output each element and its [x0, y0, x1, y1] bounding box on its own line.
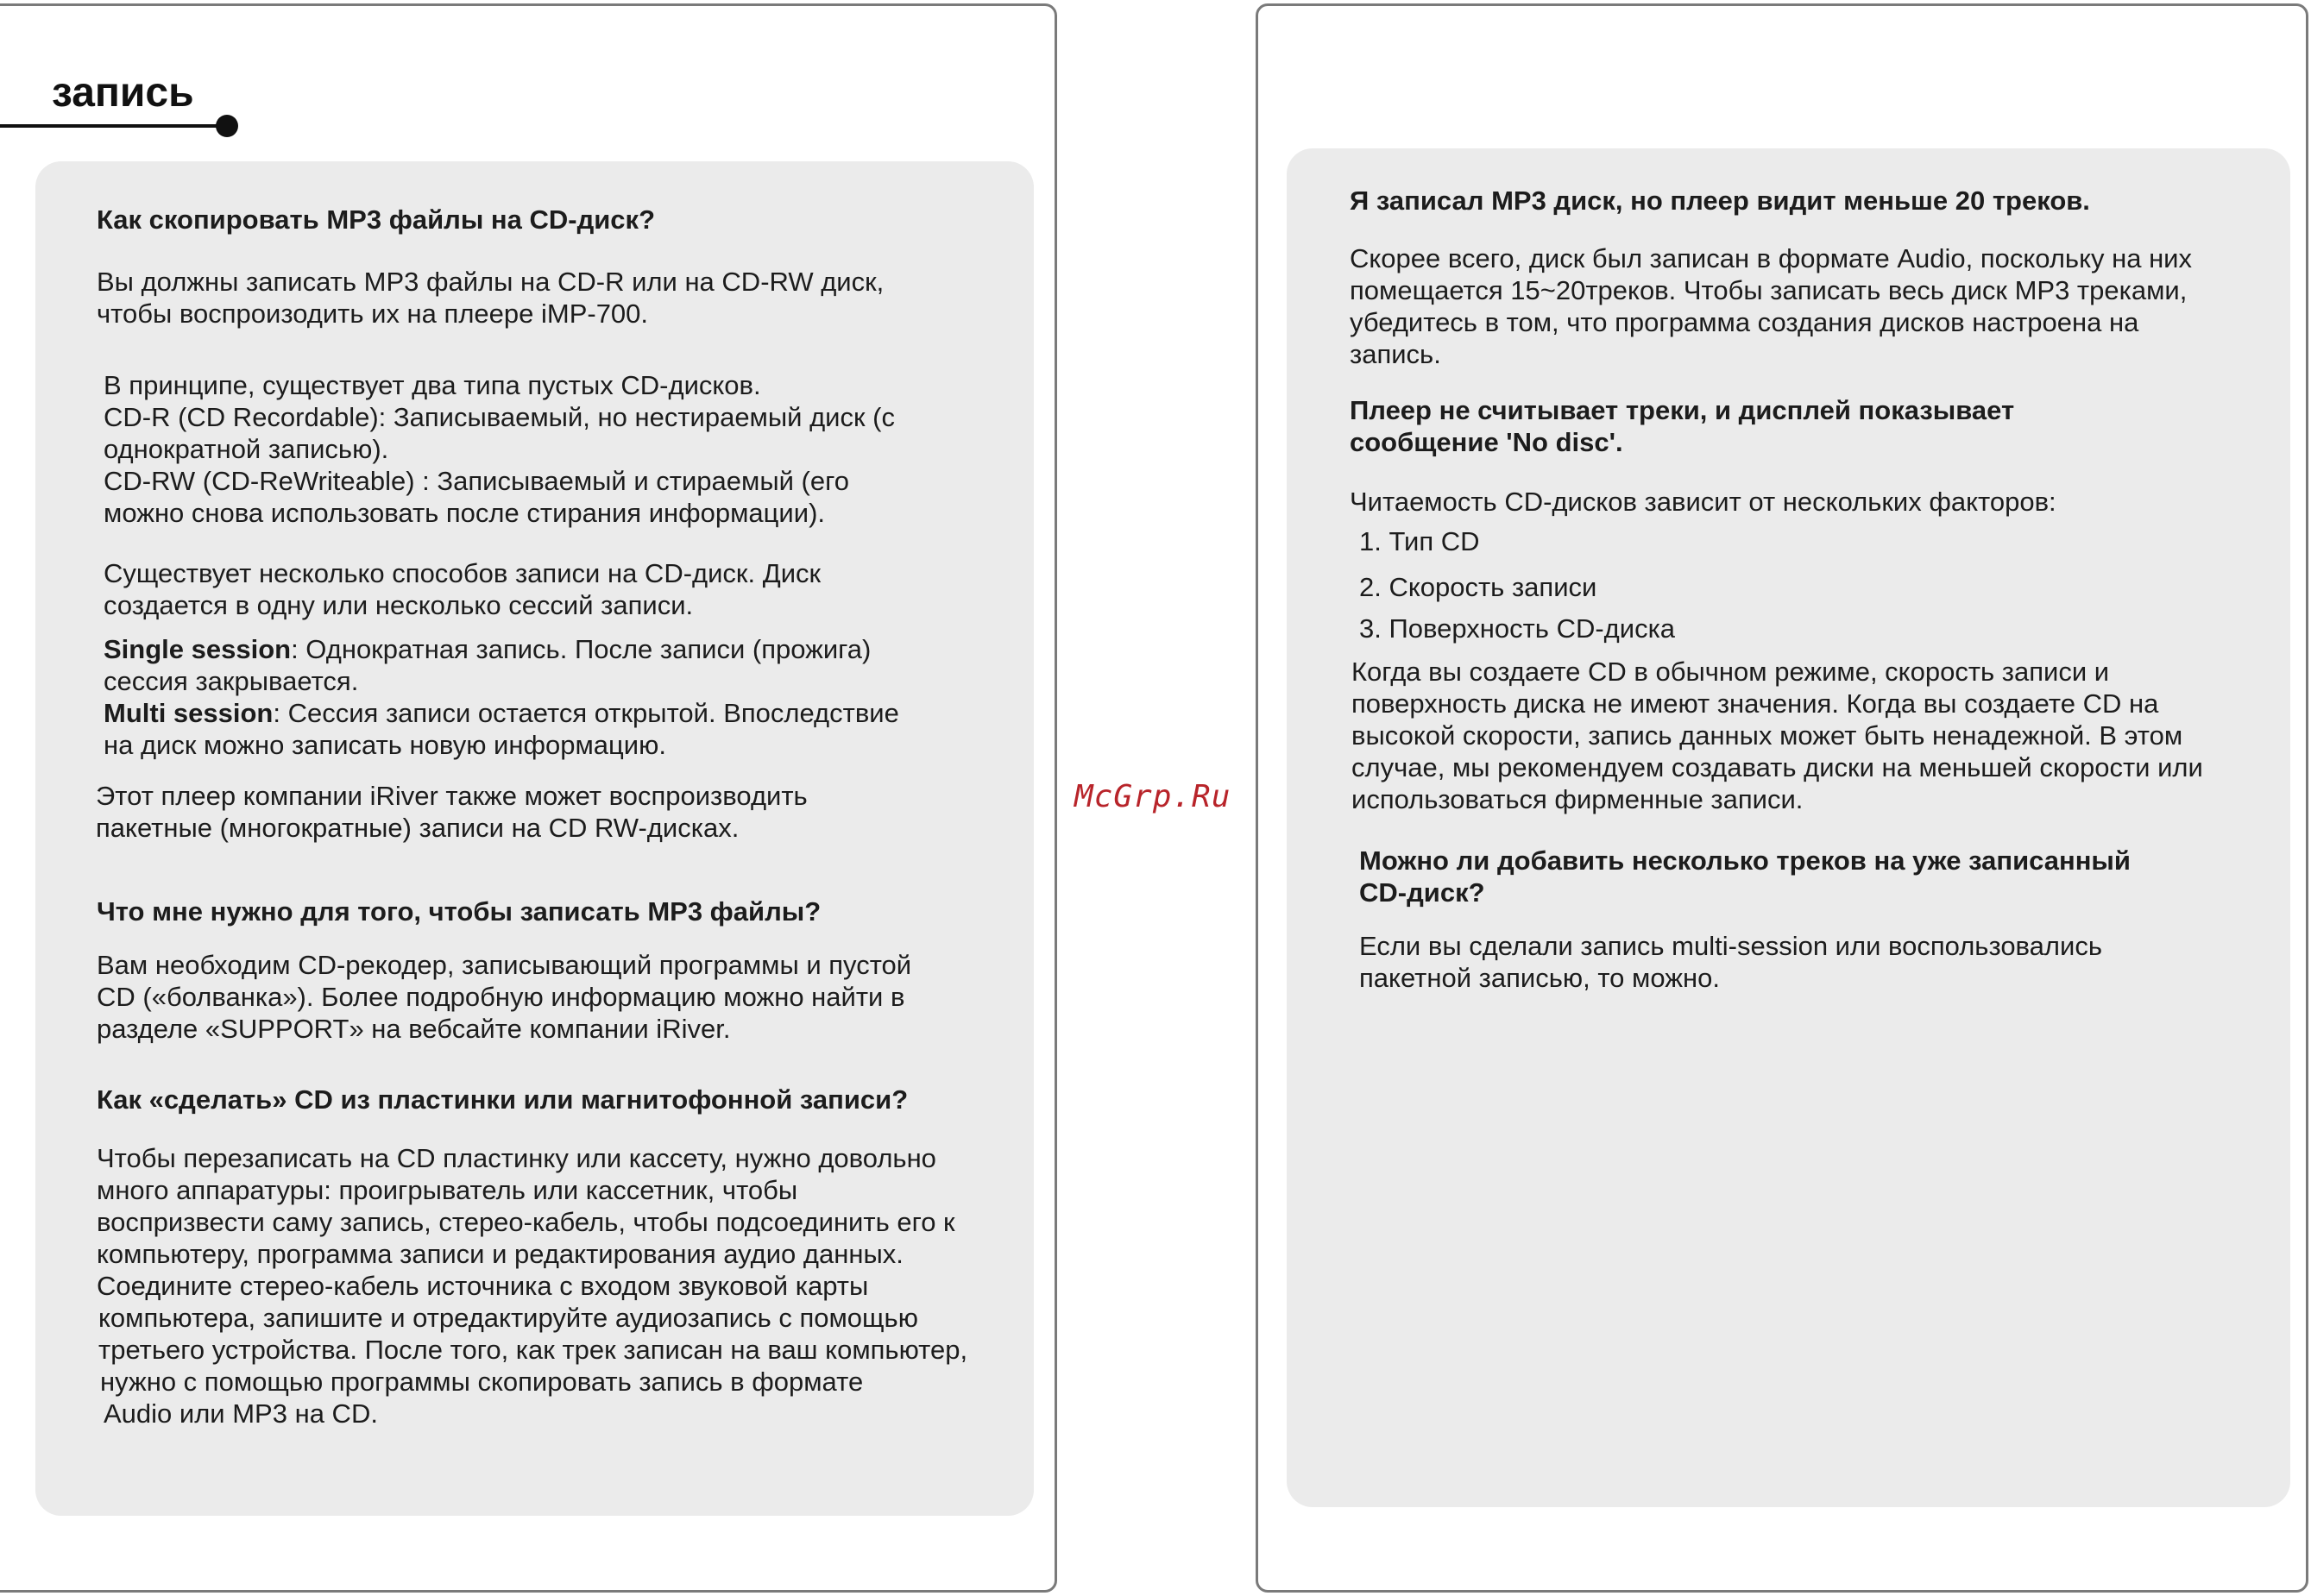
text-line: Вам необходим CD-рекодер, записывающий программы и пустой — [97, 950, 912, 980]
section-title: запись — [52, 70, 194, 116]
text-line: пакетные (многократные) записи на CD RW-дисках. — [96, 813, 740, 843]
text-line: поверхность диска не имеют значения. Когда вы создаете CD на — [1351, 688, 2159, 719]
text-line: разделе «SUPPORT» на вебсайте компании iRiver. — [97, 1014, 731, 1044]
text-line: можно снова использовать после стирания информации). — [104, 498, 826, 528]
text-line: однократной записью). — [104, 434, 389, 464]
text-line: CD-диск? — [1359, 877, 1485, 908]
text-line: третьего устройства. После того, как трек записан на ваш компьютер, — [98, 1335, 968, 1365]
text-line: Вы должны записать MP3 файлы на CD-R или на CD-RW диск, — [97, 267, 885, 297]
factor-item: 1. Тип CD — [1359, 526, 1480, 556]
question-copy-mp3: Как скопировать MP3 файлы на CD-диск? — [97, 204, 656, 235]
text-line: Читаемость CD-дисков зависит от нескольких факторов: — [1350, 487, 2056, 517]
title-underline — [0, 124, 226, 128]
text-line: сессия закрывается. — [104, 666, 359, 696]
text-line: пакетной записью, то можно. — [1359, 963, 1720, 993]
text-line: Audio или MP3 на CD. — [104, 1398, 378, 1429]
text-line: компьютера, запишите и отредактируйте аудиозапись с помощью — [98, 1303, 918, 1333]
text-line: компьютеру, программа записи и редактирования аудио данных. — [97, 1239, 904, 1269]
question-fewer-tracks: Я записал MP3 диск, но плеер видит меньше 20 треков. — [1350, 185, 2090, 216]
text-line: нужно с помощью программы скопировать запись в формате — [100, 1367, 864, 1397]
text-line: чтобы воспроизодить их на плеере iMP-700. — [97, 298, 649, 329]
text-line: много аппаратуры: проигрыватель или кассетник, чтобы — [97, 1175, 798, 1205]
factor-item: 3. Поверхность CD-диска — [1359, 613, 1676, 644]
text-line: Можно ли добавить несколько треков на уже записанный — [1359, 845, 2131, 876]
question-what-needed: Что мне нужно для того, чтобы записать MP3 файлы? — [97, 896, 822, 927]
text-line: убедитесь в том, что программа создания дисков настроена на — [1350, 307, 2139, 337]
multi-session-label: Multi session — [104, 698, 274, 728]
watermark-link[interactable]: McGrp.Ru — [1074, 779, 1231, 814]
text-line: создается в одну или несколько сессий записи. — [104, 590, 694, 620]
text-line: использоваться фирменные записи. — [1351, 784, 1804, 814]
title-bullet-dot — [216, 115, 238, 137]
text-line: случае, мы рекомендуем создавать диски на меньшей скорости или — [1351, 752, 2203, 782]
text-line: CD-RW (CD-ReWriteable) : Записываемый и стираемый (его — [104, 466, 849, 496]
text-line: Соедините стерео-кабель источника с входом звуковой карты — [97, 1271, 869, 1301]
question-vinyl-to-cd: Как «сделать» CD из пластинки или магнитофонной записи? — [97, 1084, 909, 1115]
text-line: Этот плеер компании iRiver также может воспроизводить — [96, 781, 808, 811]
text-line: воспризвести саму запись, стерео-кабель, чтобы подсоединить его к — [97, 1207, 955, 1237]
text-line: Если вы сделали запись multi-session или воспользовались — [1359, 931, 2102, 961]
text-line: В принципе, существует два типа пустых CD-дисков. — [104, 370, 761, 400]
multi-session-text: : Сессия записи остается открытой. Впоследствие — [273, 698, 899, 728]
text-line: запись. — [1350, 339, 1441, 369]
text-line: помещается 15~20треков. Чтобы записать весь диск MP3 треками, — [1350, 275, 2188, 305]
text-line: сообщение 'No disc'. — [1350, 427, 1623, 457]
text-line: Когда вы создаете CD в обычном режиме, скорость записи и — [1351, 657, 2110, 687]
text-line: CD («болванка»). Более подробную информацию можно найти в — [97, 982, 905, 1012]
text-line: на диск можно записать новую информацию. — [104, 730, 666, 760]
text-line: CD-R (CD Recordable): Записываемый, но нестираемый диск (с — [104, 402, 895, 432]
single-session-label: Single session — [104, 634, 292, 664]
text-line: Скорее всего, диск был записан в формате Audio, поскольку на них — [1350, 243, 2193, 273]
text-line: Существует несколько способов записи на CD-диск. Диск — [104, 558, 822, 588]
text-line: высокой скорости, запись данных может быть ненадежной. В этом — [1351, 720, 2183, 751]
text-line: Плеер не считывает треки, и дисплей показывает — [1350, 395, 2015, 425]
multi-session-line — [104, 697, 899, 729]
factor-item: 2. Скорость записи — [1359, 572, 1597, 602]
single-session-text: : Однократная запись. После записи (прожига) — [291, 634, 872, 664]
text-line: Чтобы перезаписать на CD пластинку или кассету, нужно довольно — [97, 1143, 936, 1173]
single-session-line — [104, 633, 871, 665]
